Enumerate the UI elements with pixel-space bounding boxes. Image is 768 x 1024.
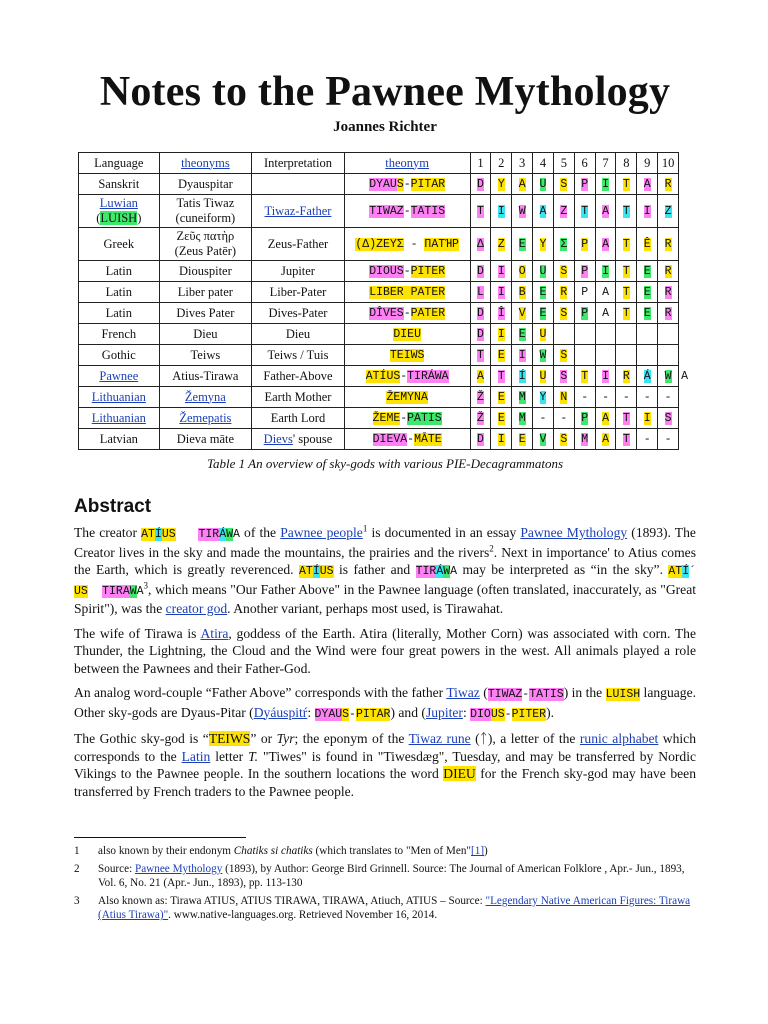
interpretation-link[interactable]: Dievs <box>263 431 293 446</box>
footnote-number: 1 <box>74 845 80 857</box>
text: of the <box>239 525 281 540</box>
latin-link[interactable]: Latin <box>181 748 211 764</box>
cell-language[interactable] <box>79 408 160 429</box>
tiwaz-rune-link[interactable]: Tiwaz rune <box>408 731 471 746</box>
cell-letter: Z <box>658 195 679 228</box>
cell-theonym: Dieva māte <box>159 429 252 450</box>
cell-letter: - <box>616 387 637 408</box>
cell-letter: T <box>470 195 491 228</box>
cell-letter: I <box>595 174 616 195</box>
language-link[interactable]: Luwian <box>99 196 138 210</box>
cell-language[interactable] <box>79 387 160 408</box>
theonyms-link[interactable]: theonyms <box>181 155 230 170</box>
cell-letter: N <box>553 387 574 408</box>
footnote-text: Also known as: Tirawa ATIUS, ATIUS TIRAWA, TIRAWA, Atiuch, ATIUS – Source: "Legendary Native American Figures: Tirawa (Atius Tirawa)". www.native-languages.org. Retrieved November 16, 2014. <box>98 895 691 921</box>
text: T. <box>248 748 259 764</box>
cell-letter: Σ <box>553 228 574 261</box>
table-row <box>79 174 691 195</box>
cell-letter: Î <box>491 303 512 324</box>
cell-letter: M <box>512 387 533 408</box>
cell-letter: A <box>595 282 616 303</box>
cell-letter: E <box>637 282 658 303</box>
text: The wife of Tirawa is <box>74 625 201 641</box>
cell-letter: T <box>616 174 637 195</box>
cell-letter: U <box>533 174 554 195</box>
cell-letter: T <box>616 228 637 261</box>
highlighted-word: TIWAZ-TATIS <box>487 688 564 701</box>
cell-letter: R <box>658 174 679 195</box>
cell-letter: U <box>533 261 554 282</box>
theonym-link[interactable]: Žemepatis <box>179 410 232 425</box>
cell-letter: V <box>512 303 533 324</box>
cell-interpretation: Dieu <box>252 324 345 345</box>
cell-letter: M <box>574 429 595 450</box>
cell-letter: T <box>616 303 637 324</box>
cell-letter: - <box>637 387 658 408</box>
cell-letter: A <box>470 366 491 387</box>
cell-word: ATÍUS-TIRÁWA <box>344 366 470 387</box>
cell-letter: E <box>533 282 554 303</box>
cell-language[interactable]: Luwian (LUISH) <box>79 195 160 228</box>
header-num: 6 <box>574 153 595 174</box>
tirawa-source-link[interactable]: "Legendary Native American Figures: Tirawa (Atius Tirawa)" <box>98 895 691 921</box>
cell-interpretation[interactable] <box>252 195 345 228</box>
cell-letter: D <box>470 174 491 195</box>
table-row <box>79 408 691 429</box>
header-num: 3 <box>512 153 533 174</box>
footnote-text: also known by their endonym Chatiks si chatiks (which translates to "Men of Men"[1]) <box>98 845 488 857</box>
header-num: 5 <box>553 153 574 174</box>
cell-letter: Y <box>491 174 512 195</box>
jupiter-link[interactable]: Jupiter <box>425 704 463 720</box>
cell-letter: I <box>491 429 512 450</box>
text: (ᛏ), a letter of the <box>470 731 580 746</box>
cell-letter: P <box>574 408 595 429</box>
decagrammaton-table <box>78 152 691 450</box>
cell-letter <box>658 345 679 366</box>
cell-word: DYAUS-PITAR <box>344 174 470 195</box>
cell-letter: P <box>574 228 595 261</box>
cell-language: Sanskrit <box>79 174 160 195</box>
cell-letter: M <box>512 408 533 429</box>
cell-language: Latin <box>79 303 160 324</box>
table-row <box>79 387 691 408</box>
creator-god-link[interactable]: creator god <box>165 601 228 616</box>
highlighted-word: DYAUS-PITAR <box>314 707 391 721</box>
footnote-number: 3 <box>74 895 80 907</box>
cell-extra-letter: A <box>681 369 688 383</box>
cell-letter: Á <box>637 366 658 387</box>
text: ) and ( <box>390 704 426 720</box>
cell-interpretation <box>252 174 345 195</box>
cell-letter: O <box>512 261 533 282</box>
cell-letter <box>574 324 595 345</box>
footnote-ref[interactable]: 2 <box>489 542 494 553</box>
cell-letter <box>595 345 616 366</box>
cell-letter: I <box>637 408 658 429</box>
cell-letter <box>658 324 679 345</box>
cell-letter: A <box>595 408 616 429</box>
cell-letter: T <box>574 195 595 228</box>
table-row <box>79 261 691 282</box>
header-num: 8 <box>616 153 637 174</box>
cell-word: (Δ)ΖΕΥΣ - ΠΑΤΉΡ <box>344 228 470 261</box>
text: (1893). The Creator lives in the sky and made the mountains, the prairies and the rivers <box>74 525 696 560</box>
cell-letter: P <box>574 303 595 324</box>
table-row <box>79 324 691 345</box>
cell-letter: - <box>574 387 595 408</box>
highlighted-word: DIOUS-PITER <box>470 707 547 721</box>
cell-letter: Δ <box>470 228 491 261</box>
text: Tyr <box>276 731 295 746</box>
cell-letter: A <box>512 174 533 195</box>
cell-interpretation[interactable]: Dievs' spouse <box>252 429 345 450</box>
cell-interpretation: Earth Lord <box>252 408 345 429</box>
cell-letter: D <box>470 261 491 282</box>
footnote-ref[interactable]: 1 <box>362 523 368 534</box>
table-row <box>79 303 691 324</box>
cell-word: DIOUS-PITER <box>344 261 470 282</box>
cell-letter: S <box>553 345 574 366</box>
cell-letter: W <box>658 366 679 387</box>
cell-letter: E <box>533 303 554 324</box>
cell-letter: E <box>491 408 512 429</box>
pawnee-people-link[interactable]: Pawnee people <box>280 525 363 540</box>
text: may be interpreted as “in the sky”. <box>457 562 669 577</box>
text: language. Other sky-gods are Dyaus-Pitar ( <box>74 685 697 720</box>
cell-letter: W <box>512 195 533 228</box>
highlighted-word: DIEU <box>443 766 476 781</box>
header-num: 9 <box>637 153 658 174</box>
cell-letter: E <box>512 324 533 345</box>
cell-letter: D <box>470 324 491 345</box>
table-row <box>79 195 691 228</box>
cell-word: ŽEMYNA <box>344 387 470 408</box>
cell-interpretation: Zeus-Father <box>252 228 345 261</box>
cell-letter: I <box>512 345 533 366</box>
cell-theonym: Tatis Tiwaz (cuneiform) <box>159 195 252 228</box>
cell-word: ŽEME-PATIS <box>344 408 470 429</box>
cell-letter: E <box>512 429 533 450</box>
runic-alphabet-link[interactable]: runic alphabet <box>579 731 659 746</box>
cell-word: DIEVA-MĀTE <box>344 429 470 450</box>
header-language: Language <box>79 153 160 174</box>
cell-letter: S <box>553 366 574 387</box>
highlighted-word: LUISH <box>605 688 641 701</box>
footnote-3 <box>74 894 696 922</box>
cell-letter <box>595 324 616 345</box>
cell-theonym: Liber pater <box>159 282 252 303</box>
cell-letter: I <box>595 366 616 387</box>
cell-theonym[interactable] <box>159 408 252 429</box>
cell-letter: E <box>512 228 533 261</box>
cell-letter: W <box>533 345 554 366</box>
cell-theonym: Dieu <box>159 324 252 345</box>
highlighted-word: ATÍUS TIRÁWA <box>141 528 240 541</box>
cell-theonym: Diouspiter <box>159 261 252 282</box>
cell-letter: S <box>553 174 574 195</box>
cell-language: Greek <box>79 228 160 261</box>
text: "Tiwes" is found in "Tiwesdæg", Tuesday, and may be transferred by Nordic Vikings to the Pawnee people. In the southern locations the word <box>74 748 696 781</box>
cell-language: Latvian <box>79 429 160 450</box>
cell-letter <box>616 345 637 366</box>
cell-word: TIWAZ-TATIS <box>344 195 470 228</box>
cell-letter: I <box>637 195 658 228</box>
cell-interpretation: Jupiter <box>252 261 345 282</box>
cell-letter: R <box>616 366 637 387</box>
header-interpretation: Interpretation <box>252 153 345 174</box>
paragraph-atira <box>74 625 696 678</box>
footnote-1 <box>74 844 696 858</box>
header-num: 4 <box>533 153 554 174</box>
language-link[interactable]: Pawnee <box>99 368 139 383</box>
cell-letter: S <box>658 408 679 429</box>
cell-letter: Í <box>512 366 533 387</box>
cell-letter: - <box>658 429 679 450</box>
cell-letter: - <box>553 408 574 429</box>
text: ” or <box>250 731 277 746</box>
paragraph-gothic <box>74 730 696 800</box>
highlighted-word: TEIWS <box>208 731 251 746</box>
tiwaz-link[interactable]: Tiwaz <box>446 685 480 700</box>
cell-letter: A <box>595 228 616 261</box>
cell-letter: E <box>637 261 658 282</box>
cell-letter: U <box>533 366 554 387</box>
cell-letter: D <box>470 303 491 324</box>
interpretation-link[interactable]: Tiwaz-Father <box>264 203 332 218</box>
cell-letter: T <box>470 345 491 366</box>
cell-letter: T <box>616 261 637 282</box>
cell-letter: U <box>533 324 554 345</box>
cell-letter: A <box>533 195 554 228</box>
page <box>74 66 696 922</box>
cell-letter: V <box>533 429 554 450</box>
page-title: Notes to the Pawnee Mythology <box>99 69 671 115</box>
cell-interpretation: Liber-Pater <box>252 282 345 303</box>
cell-letter: Y <box>533 228 554 261</box>
header-num: 7 <box>595 153 616 174</box>
cell-letter: B <box>512 282 533 303</box>
cell-language: French <box>79 324 160 345</box>
cell-letter: R <box>658 228 679 261</box>
cell-word: TEIWS <box>344 345 470 366</box>
cell-letter: I <box>491 282 512 303</box>
cell-letter: S <box>553 303 574 324</box>
language-link[interactable]: Lithuanian <box>91 410 146 425</box>
cell-letter: T <box>491 366 512 387</box>
cell-word: DÎVES-PATER <box>344 303 470 324</box>
paragraph-analog: An analog word-couple “Father Above” corresponds with the father Tiwaz (TIWAZ-TATIS) in the LUISH language. Other sky-gods are Dyaus-Pitar (Dyáuspitŕ: DYAUS-PITAR) and (Jupiter: DIOUS-PITER). <box>74 685 697 721</box>
header-num: 2 <box>491 153 512 174</box>
highlighted-word: ATÍUS <box>299 565 334 578</box>
cell-theonym[interactable] <box>159 387 252 408</box>
language-link[interactable]: Lithuanian <box>91 389 146 404</box>
cell-letter: R <box>658 282 679 303</box>
cell-theonym: Dives Pater <box>159 303 252 324</box>
reference-link[interactable]: [1] <box>471 845 485 857</box>
text: An analog word-couple “Father Above” corresponds with the father <box>74 685 447 700</box>
pawnee-mythology-link[interactable]: Pawnee Mythology <box>520 525 628 540</box>
abstract-heading: Abstract <box>74 496 152 517</box>
atira-link[interactable]: Atira <box>200 625 229 641</box>
cell-word: LIBER PATER <box>344 282 470 303</box>
cell-letter: R <box>658 261 679 282</box>
cell-letter: T <box>616 408 637 429</box>
text: is father and <box>333 562 416 577</box>
text: which corresponds to the <box>74 731 697 764</box>
cell-letter: D <box>470 429 491 450</box>
cell-letter: R <box>658 303 679 324</box>
highlighted-word: TIRÁWA <box>415 565 458 578</box>
cell-letter: I <box>491 195 512 228</box>
text: in the <box>568 685 606 700</box>
cell-letter: Ž <box>470 387 491 408</box>
text: , which means "Our Father Above" in the Pawnee language (often translated, inaccurately, as "Great Spirit"), was the <box>74 581 697 616</box>
cell-letter: A <box>595 429 616 450</box>
cell-letter: I <box>491 261 512 282</box>
table-row <box>79 366 691 387</box>
text: for the French sky-god may have been transferred by French traders to the Pawnee people. <box>74 766 696 799</box>
cell-language: Latin <box>79 282 160 303</box>
cell-language[interactable] <box>79 366 160 387</box>
table-row <box>79 345 691 366</box>
cell-letter <box>637 324 658 345</box>
highlighted-word: ATÍ´ US TIRAWA <box>74 565 697 598</box>
cell-language: Gothic <box>79 345 160 366</box>
cell-letter: E <box>491 345 512 366</box>
header-theonym[interactable] <box>344 153 470 174</box>
cell-letter <box>553 324 574 345</box>
cell-theonym: Ζεῦς πατὴρ (Zeus Patēr) <box>159 228 252 261</box>
cell-letter: R <box>553 282 574 303</box>
text: , goddess of the Earth. Atira (literally, Mother Corn) was associated with corn. The Thunder, the Lightning, the Cloud and the Wind were four great powers in the west. All animals played a role between the Pawnees and their Father-God. <box>74 625 696 676</box>
dyauspitr-link[interactable]: Dyáuspitŕ <box>253 704 308 720</box>
table-row <box>79 282 691 303</box>
text: The Gothic sky-god is “ <box>74 731 209 746</box>
author: Joannes Richter <box>333 119 437 135</box>
footnote-ref[interactable]: 3 <box>143 579 149 590</box>
cell-letter: S <box>553 261 574 282</box>
cell-letter: P <box>574 174 595 195</box>
cell-letter: Ê <box>637 228 658 261</box>
cell-letter: L <box>470 282 491 303</box>
cell-letter: I <box>595 261 616 282</box>
cell-theonym: Dyauspitar <box>159 174 252 195</box>
cell-letter: Z <box>491 228 512 261</box>
footnote-divider <box>74 837 246 838</box>
table-caption: Table 1 An overview of sky-gods with various PIE-Decagrammatons <box>206 456 563 471</box>
theonym-link[interactable]: Žemyna <box>184 389 226 404</box>
cell-letter: E <box>491 387 512 408</box>
cell-letter: S <box>553 429 574 450</box>
text: ; the eponym of the <box>294 731 409 746</box>
cell-letter: A <box>595 195 616 228</box>
text: ). <box>546 704 555 720</box>
text: The creator <box>74 525 142 540</box>
header-num: 10 <box>658 153 679 174</box>
table-row <box>79 429 691 450</box>
cell-letter: T <box>616 429 637 450</box>
footnote-text: Source: Pawnee Mythology (1893), by Author: George Bird Grinnell. Source: The Journal of American Folklore , Apr.- Jun., 1893, Vol. 6, No. 21 (Apr.- Jun., 1893), pp. 113-130 <box>98 863 685 889</box>
cell-letter: I <box>491 324 512 345</box>
cell-letter <box>616 324 637 345</box>
cell-letter: Ž <box>470 408 491 429</box>
header-num: 1 <box>470 153 491 174</box>
paragraph-creator <box>74 524 696 618</box>
cell-letter: A <box>637 174 658 195</box>
footnote-2 <box>74 862 696 890</box>
cell-interpretation: Dives-Pater <box>252 303 345 324</box>
cell-interpretation: Earth Mother <box>252 387 345 408</box>
table-body <box>79 174 691 450</box>
cell-word: DIEU <box>344 324 470 345</box>
text: is documented in an essay <box>367 525 521 540</box>
pawnee-mythology-link[interactable]: Pawnee Mythology <box>134 863 223 875</box>
cell-letter: - <box>637 429 658 450</box>
cell-letter: P <box>574 261 595 282</box>
cell-letter: - <box>595 387 616 408</box>
cell-letter: T <box>574 366 595 387</box>
cell-language: Latin <box>79 261 160 282</box>
cell-letter <box>574 345 595 366</box>
cell-theonym: Atius-Tirawa <box>159 366 252 387</box>
header-theonyms[interactable] <box>159 153 252 174</box>
cell-interpretation: Teiws / Tuis <box>252 345 345 366</box>
cell-letter: Z <box>553 195 574 228</box>
cell-letter: A <box>595 303 616 324</box>
cell-letter: T <box>616 195 637 228</box>
table-header-row <box>79 153 691 174</box>
cell-interpretation: Father-Above <box>252 366 345 387</box>
text: . Next in importance' to Atius comes the Earth, which is greatly reverenced. <box>74 544 696 577</box>
theonym-link[interactable]: theonym <box>385 155 430 170</box>
cell-letter: E <box>637 303 658 324</box>
cell-letter: P <box>574 282 595 303</box>
footnote-number: 2 <box>74 863 80 875</box>
text: . Another variant, perhaps most used, is Tirawahat. <box>227 601 504 616</box>
cell-letter <box>637 345 658 366</box>
table-row <box>79 228 691 261</box>
cell-letter: T <box>616 282 637 303</box>
cell-theonym: Teiws <box>159 345 252 366</box>
cell-letter: Y <box>533 387 554 408</box>
cell-letter: - <box>658 387 679 408</box>
cell-letter: - <box>533 408 554 429</box>
text: letter <box>210 748 249 764</box>
